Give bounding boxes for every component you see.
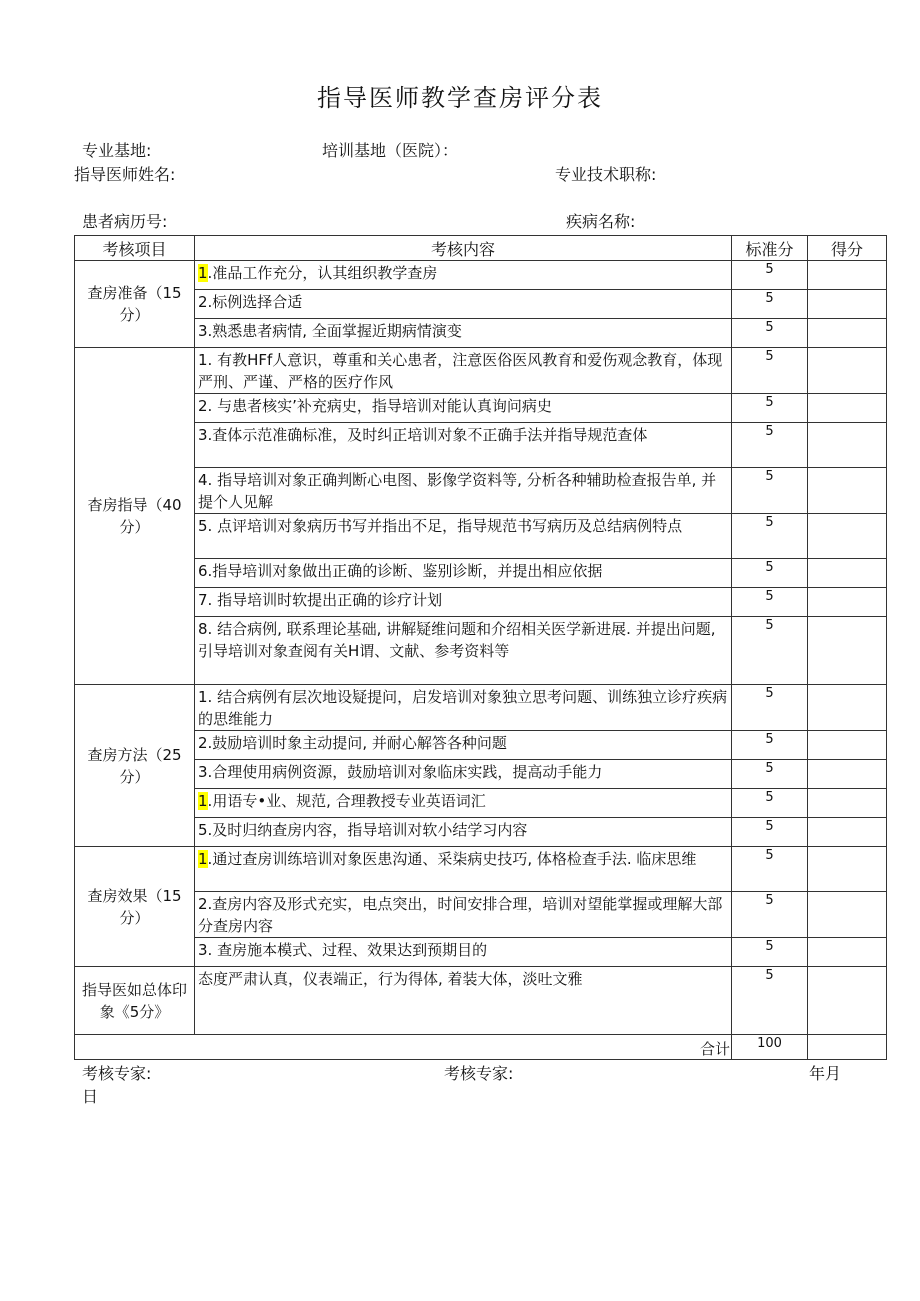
table-row bbox=[75, 348, 887, 394]
scoring-table-body bbox=[75, 236, 887, 1060]
highlighted-number: 1 bbox=[198, 264, 208, 282]
score-input-cell[interactable] bbox=[808, 261, 887, 290]
criterion-cell bbox=[195, 938, 732, 967]
criterion-cell bbox=[195, 967, 732, 1035]
standard-score-cell: 5 bbox=[732, 818, 808, 847]
criterion-cell bbox=[195, 468, 732, 514]
tech-title-label: 专业技术职称: bbox=[555, 165, 657, 184]
criterion-text: 1. 有教HFf人意识，尊重和关心患者，注意医俗医风教育和爱伤观念教育，体现严刑、严谨、严格的医疗作风 bbox=[198, 351, 723, 391]
score-input-cell[interactable] bbox=[808, 348, 887, 394]
table-row bbox=[75, 261, 887, 290]
criterion-text: 3. 查房施本模式、过程、效果达到预期目的 bbox=[198, 941, 488, 959]
category-cell: 杳房指导（40分） bbox=[75, 348, 195, 685]
table-row bbox=[75, 514, 887, 559]
instructor-name-label: 指导医师姓名: bbox=[74, 165, 176, 184]
table-row bbox=[75, 892, 887, 938]
criterion-cell bbox=[195, 847, 732, 892]
total-score-input[interactable] bbox=[808, 1035, 887, 1060]
highlighted-number: 1 bbox=[198, 792, 208, 810]
table-row bbox=[75, 423, 887, 468]
table-row bbox=[75, 967, 887, 1035]
score-input-cell[interactable] bbox=[808, 290, 887, 319]
score-input-cell[interactable] bbox=[808, 559, 887, 588]
examiner-label-2: 考核专家: bbox=[444, 1064, 514, 1083]
score-input-cell[interactable] bbox=[808, 468, 887, 514]
standard-score-cell: 5 bbox=[732, 760, 808, 789]
standard-score-cell: 5 bbox=[732, 789, 808, 818]
criterion-text: 4. 指导培训对象正确判断心电图、影像学资料等, 分析各种辅助检查报告单, 并提个人见解 bbox=[198, 471, 717, 511]
criterion-cell bbox=[195, 423, 732, 468]
total-label: 合计 bbox=[75, 1035, 732, 1060]
criterion-text: 3.熟悉患者病情, 全面掌握近期病情演变 bbox=[198, 322, 462, 340]
standard-score-cell: 5 bbox=[732, 423, 808, 468]
criterion-cell bbox=[195, 760, 732, 789]
score-input-cell[interactable] bbox=[808, 514, 887, 559]
date-day-label: 日 bbox=[82, 1087, 99, 1106]
page-title: 指导医师教学查房评分表 bbox=[317, 84, 603, 112]
criterion-text: 3.査体示范准确标准，及时纠正培训对象不正确手法并指导规范查体 bbox=[198, 426, 648, 444]
total-row bbox=[75, 1035, 887, 1060]
criterion-text: 2.标例选择合适 bbox=[198, 293, 303, 311]
standard-score-cell: 5 bbox=[732, 685, 808, 731]
category-cell: 查房效果（15分） bbox=[75, 847, 195, 967]
standard-score-cell: 5 bbox=[732, 394, 808, 423]
standard-score-cell: 5 bbox=[732, 319, 808, 348]
col-header-standard: 标准分 bbox=[732, 236, 808, 261]
date-year-month-label: 年月 bbox=[809, 1064, 842, 1083]
standard-score-cell: 5 bbox=[732, 588, 808, 617]
criterion-text: 1. 结合病例有层次地设疑提问，启发培训对象独立思考问题、训练独立诊疗疾病的思维能力 bbox=[198, 688, 728, 728]
criterion-text: 3.合理使用病例资源，鼓励培训对象临床实践，提高动手能力 bbox=[198, 763, 603, 781]
criterion-cell bbox=[195, 789, 732, 818]
score-input-cell[interactable] bbox=[808, 760, 887, 789]
training-base-label: 培训基地（医院）： bbox=[322, 141, 459, 160]
criterion-cell bbox=[195, 261, 732, 290]
criterion-cell bbox=[195, 319, 732, 348]
criterion-text: 5. 点评培训对象病历书写并指出不足，指导规范书写病历及总结病例特点 bbox=[198, 517, 683, 535]
criterion-cell bbox=[195, 588, 732, 617]
highlighted-number: 1 bbox=[198, 850, 208, 868]
table-row bbox=[75, 789, 887, 818]
col-header-content: 考核内容 bbox=[195, 236, 732, 261]
table-row bbox=[75, 617, 887, 685]
category-cell: 查房准备（15分） bbox=[75, 261, 195, 348]
criterion-text: 态度严肃认真，仪表端正，行为得体, 着装大体，淡吐文雅 bbox=[198, 970, 583, 988]
score-input-cell[interactable] bbox=[808, 967, 887, 1035]
criterion-text: 6.指导培训对象做出正确的诊断、鉴别诊断，并提出相应依据 bbox=[198, 562, 603, 580]
criterion-cell bbox=[195, 394, 732, 423]
table-row bbox=[75, 847, 887, 892]
score-input-cell[interactable] bbox=[808, 423, 887, 468]
table-row bbox=[75, 760, 887, 789]
criterion-text: 8. 结合病例, 联系理论基础, 讲解疑维问题和介绍相关医学新进展. 并提出问题, 引导培训对象查阅有关H谓、文献、参考资料等 bbox=[198, 620, 716, 660]
score-input-cell[interactable] bbox=[808, 847, 887, 892]
criterion-text: 2. 与患者核实’补充病史，指导培训对能认真询问病史 bbox=[198, 397, 552, 415]
table-row bbox=[75, 394, 887, 423]
criterion-cell bbox=[195, 290, 732, 319]
score-input-cell[interactable] bbox=[808, 892, 887, 938]
score-input-cell[interactable] bbox=[808, 685, 887, 731]
criterion-cell bbox=[195, 348, 732, 394]
criterion-text: .用语专•业、规范, 合理教授专业英语词汇 bbox=[207, 792, 486, 810]
col-header-score: 得分 bbox=[808, 236, 887, 261]
score-input-cell[interactable] bbox=[808, 588, 887, 617]
examiner-label-1: 考核专家: bbox=[82, 1064, 152, 1083]
category-cell: 指导医如总体印象《5分》 bbox=[75, 967, 195, 1035]
table-row bbox=[75, 818, 887, 847]
criterion-cell bbox=[195, 892, 732, 938]
criterion-cell bbox=[195, 559, 732, 588]
standard-score-cell: 5 bbox=[732, 892, 808, 938]
standard-score-cell: 5 bbox=[732, 967, 808, 1035]
col-header-item: 考核项目 bbox=[75, 236, 195, 261]
score-input-cell[interactable] bbox=[808, 394, 887, 423]
criterion-cell bbox=[195, 818, 732, 847]
score-input-cell[interactable] bbox=[808, 789, 887, 818]
table-row bbox=[75, 290, 887, 319]
standard-score-cell: 5 bbox=[732, 514, 808, 559]
criterion-cell bbox=[195, 617, 732, 685]
table-row bbox=[75, 685, 887, 731]
category-cell: 查房方法（25分） bbox=[75, 685, 195, 847]
table-row bbox=[75, 588, 887, 617]
criterion-text: 5.及时归纳查房内容，指导培训对软小结学习内容 bbox=[198, 821, 528, 839]
criterion-text: 7. 指导培训时软提出正确的诊疗计划 bbox=[198, 591, 443, 609]
patient-record-label: 患者病历号: bbox=[82, 212, 168, 231]
specialty-base-label: 专业基地: bbox=[82, 141, 152, 160]
table-row bbox=[75, 731, 887, 760]
score-input-cell[interactable] bbox=[808, 938, 887, 967]
table-row bbox=[75, 559, 887, 588]
score-input-cell[interactable] bbox=[808, 319, 887, 348]
standard-score-cell: 5 bbox=[732, 290, 808, 319]
table-row bbox=[75, 468, 887, 514]
criterion-text: 2.鼓励培训时象主动提问, 并耐心解答各种问题 bbox=[198, 734, 507, 752]
disease-name-label: 疾病名称: bbox=[566, 212, 636, 231]
criterion-text: .通过查房训练培训对象医患沟通、采柒病史技巧, 体格检查手法. 临床思维 bbox=[207, 850, 697, 868]
standard-score-cell: 5 bbox=[732, 559, 808, 588]
standard-score-cell: 5 bbox=[732, 617, 808, 685]
criterion-cell bbox=[195, 685, 732, 731]
criterion-text: 2.查房内容及形式充实，电点突出，时间安排合理，培训对望能掌握或理解大部分查房内容 bbox=[198, 895, 723, 935]
standard-score-cell: 5 bbox=[732, 261, 808, 290]
standard-score-cell: 5 bbox=[732, 468, 808, 514]
criterion-cell bbox=[195, 731, 732, 760]
score-input-cell[interactable] bbox=[808, 731, 887, 760]
scoring-table bbox=[74, 235, 887, 1060]
criterion-text: .准品工作充分，认其组织教学查房 bbox=[207, 264, 438, 282]
standard-score-cell: 5 bbox=[732, 348, 808, 394]
table-row bbox=[75, 938, 887, 967]
criterion-cell bbox=[195, 514, 732, 559]
table-row bbox=[75, 319, 887, 348]
standard-score-cell: 5 bbox=[732, 731, 808, 760]
score-input-cell[interactable] bbox=[808, 818, 887, 847]
standard-score-cell: 5 bbox=[732, 847, 808, 892]
table-header-row bbox=[75, 236, 887, 261]
score-input-cell[interactable] bbox=[808, 617, 887, 685]
standard-score-cell: 5 bbox=[732, 938, 808, 967]
total-score: 100 bbox=[732, 1035, 808, 1060]
